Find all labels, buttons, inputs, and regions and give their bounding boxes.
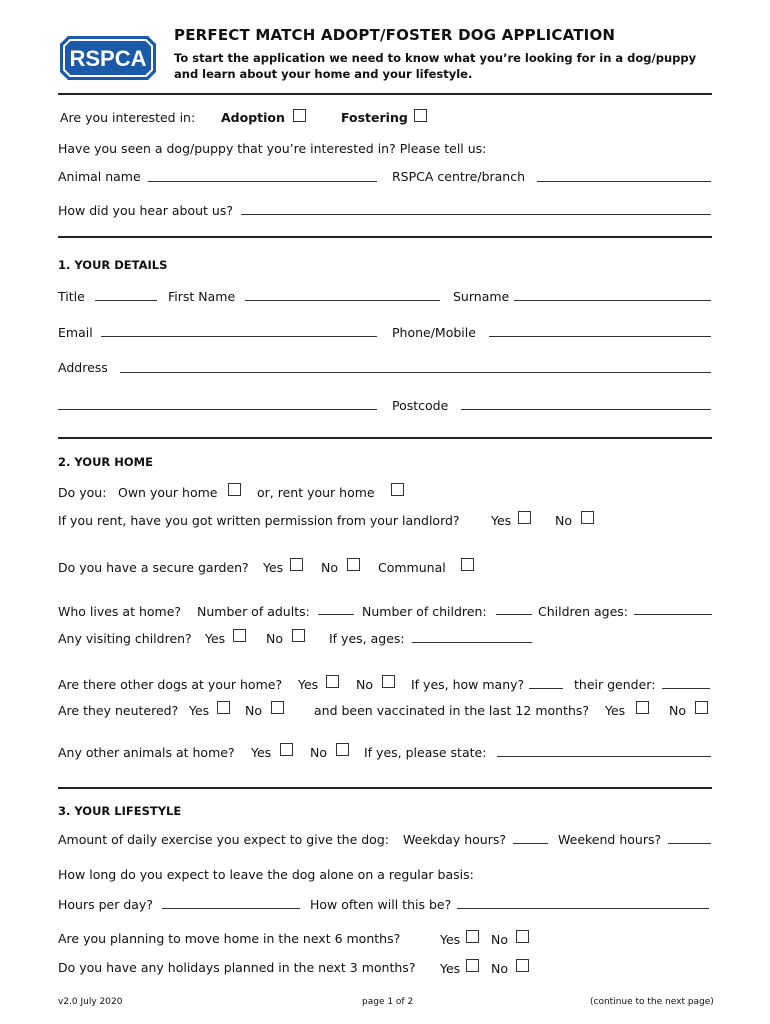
children-label: Number of children: <box>362 604 487 619</box>
divider <box>58 236 712 238</box>
fostering-checkbox[interactable] <box>414 109 427 122</box>
move-question: Are you planning to move home in the next 6 months? <box>58 931 401 946</box>
continue-note: (continue to the next page) <box>590 997 714 1007</box>
lifestyle-heading: 3. YOUR LIFESTYLE <box>58 804 182 818</box>
children-ages-field[interactable] <box>634 614 712 615</box>
who-lives-label: Who lives at home? <box>58 604 182 619</box>
adults-field[interactable] <box>318 614 354 615</box>
own-home-checkbox[interactable] <box>228 483 241 496</box>
other-dogs-question: Are there other dogs at your home? <box>58 677 283 692</box>
postcode-field[interactable] <box>461 409 711 410</box>
rent-home-label: or, rent your home <box>257 485 375 500</box>
how-often-field[interactable] <box>457 908 709 909</box>
hours-per-day-field[interactable] <box>162 908 300 909</box>
permission-question: If you rent, have you got written permission from your landlord? <box>58 513 460 528</box>
adults-label: Number of adults: <box>197 604 310 619</box>
surname-field[interactable] <box>514 300 711 301</box>
weekend-label: Weekend hours? <box>558 832 662 847</box>
permission-yes-checkbox[interactable] <box>518 511 531 524</box>
communal-label: Communal <box>378 560 446 575</box>
visiting-ages-label: If yes, ages: <box>329 631 405 646</box>
rspca-logo <box>58 30 158 86</box>
intro-line-1: To start the application we need to know what you’re looking for in a dog/puppy <box>174 51 697 65</box>
details-heading: 1. YOUR DETAILS <box>58 258 168 272</box>
permission-no-checkbox[interactable] <box>581 511 594 524</box>
home-heading: 2. YOUR HOME <box>58 455 153 469</box>
interest-question: Are you interested in: <box>60 110 196 125</box>
move-yes-label: Yes <box>440 932 461 947</box>
garden-yes-checkbox[interactable] <box>290 558 303 571</box>
other-dogs-no-label: No <box>356 677 373 692</box>
permission-no-label: No <box>555 513 572 528</box>
hours-per-day-label: Hours per day? <box>58 897 153 912</box>
postcode-label: Postcode <box>392 398 449 413</box>
garden-question: Do you have a secure garden? <box>58 560 249 575</box>
divider <box>58 787 712 789</box>
alone-question: How long do you expect to leave the dog alone on a regular basis: <box>58 867 474 882</box>
garden-no-checkbox[interactable] <box>347 558 360 571</box>
svg-text:RSPCA: RSPCA <box>69 46 147 71</box>
holidays-no-label: No <box>491 961 508 976</box>
first-name-label: First Name <box>168 289 236 304</box>
how-many-field[interactable] <box>529 688 563 689</box>
email-label: Email <box>58 325 93 340</box>
other-dogs-yes-label: Yes <box>298 677 319 692</box>
do-you-label: Do you: <box>58 485 107 500</box>
seen-question: Have you seen a dog/puppy that you’re interested in? Please tell us: <box>58 141 487 156</box>
adoption-checkbox[interactable] <box>293 109 306 122</box>
title-field[interactable] <box>95 300 157 301</box>
page-title: PERFECT MATCH ADOPT/FOSTER DOG APPLICATION <box>174 26 616 44</box>
neutered-no-label: No <box>245 703 262 718</box>
adoption-label: Adoption <box>221 110 285 125</box>
how-often-label: How often will this be? <box>310 897 452 912</box>
visiting-question: Any visiting children? <box>58 631 192 646</box>
phone-label: Phone/Mobile <box>392 325 476 340</box>
holidays-yes-checkbox[interactable] <box>466 959 479 972</box>
rent-home-checkbox[interactable] <box>391 483 404 496</box>
move-no-label: No <box>491 932 508 947</box>
other-animals-no-label: No <box>310 745 327 760</box>
other-animals-yes-label: Yes <box>251 745 272 760</box>
other-animals-no-checkbox[interactable] <box>336 743 349 756</box>
other-animals-yes-checkbox[interactable] <box>280 743 293 756</box>
fostering-label: Fostering <box>341 110 408 125</box>
centre-label: RSPCA centre/branch <box>392 169 526 184</box>
visiting-yes-checkbox[interactable] <box>233 629 246 642</box>
neutered-no-checkbox[interactable] <box>271 701 284 714</box>
how-many-label: If yes, how many? <box>411 677 525 692</box>
vaccinated-no-checkbox[interactable] <box>695 701 708 714</box>
visiting-no-label: No <box>266 631 283 646</box>
phone-field[interactable] <box>489 336 711 337</box>
animal-name-field[interactable] <box>148 181 377 182</box>
address-label: Address <box>58 360 108 375</box>
divider <box>58 93 712 95</box>
version-text: v2.0 July 2020 <box>58 997 123 1007</box>
gender-field[interactable] <box>662 688 710 689</box>
visiting-ages-field[interactable] <box>412 642 532 643</box>
neutered-question: Are they neutered? <box>58 703 179 718</box>
heard-label: How did you hear about us? <box>58 203 233 218</box>
holidays-yes-label: Yes <box>440 961 461 976</box>
own-home-label: Own your home <box>118 485 218 500</box>
gender-label: their gender: <box>574 677 656 692</box>
other-dogs-no-checkbox[interactable] <box>382 675 395 688</box>
email-field[interactable] <box>101 336 377 337</box>
garden-no-label: No <box>321 560 338 575</box>
children-ages-label: Children ages: <box>538 604 628 619</box>
holidays-no-checkbox[interactable] <box>516 959 529 972</box>
heard-field[interactable] <box>241 214 711 215</box>
vaccinated-question: and been vaccinated in the last 12 months? <box>314 703 590 718</box>
weekday-label: Weekday hours? <box>403 832 506 847</box>
holidays-question: Do you have any holidays planned in the next 3 months? <box>58 960 416 975</box>
permission-yes-label: Yes <box>491 513 512 528</box>
neutered-yes-label: Yes <box>189 703 210 718</box>
vaccinated-yes-label: Yes <box>605 703 626 718</box>
address-field-1[interactable] <box>120 372 711 373</box>
garden-yes-label: Yes <box>263 560 284 575</box>
move-no-checkbox[interactable] <box>516 930 529 943</box>
move-yes-checkbox[interactable] <box>466 930 479 943</box>
communal-checkbox[interactable] <box>461 558 474 571</box>
divider <box>58 437 712 439</box>
please-state-field[interactable] <box>497 756 711 757</box>
children-field[interactable] <box>496 614 532 615</box>
page-number: page 1 of 2 <box>362 997 414 1007</box>
title-label: Title <box>58 289 85 304</box>
address-field-2[interactable] <box>58 409 377 410</box>
visiting-no-checkbox[interactable] <box>292 629 305 642</box>
please-state-label: If yes, please state: <box>364 745 487 760</box>
first-name-field[interactable] <box>245 300 440 301</box>
weekend-field[interactable] <box>668 843 711 844</box>
vaccinated-yes-checkbox[interactable] <box>636 701 649 714</box>
intro-line-2: and learn about your home and your lifestyle. <box>174 67 473 81</box>
vaccinated-no-label: No <box>669 703 686 718</box>
weekday-field[interactable] <box>513 843 548 844</box>
exercise-question: Amount of daily exercise you expect to give the dog: <box>58 832 389 847</box>
neutered-yes-checkbox[interactable] <box>217 701 230 714</box>
other-animals-question: Any other animals at home? <box>58 745 235 760</box>
centre-field[interactable] <box>537 181 711 182</box>
other-dogs-yes-checkbox[interactable] <box>326 675 339 688</box>
visiting-yes-label: Yes <box>205 631 226 646</box>
surname-label: Surname <box>453 289 510 304</box>
animal-name-label: Animal name <box>58 169 141 184</box>
